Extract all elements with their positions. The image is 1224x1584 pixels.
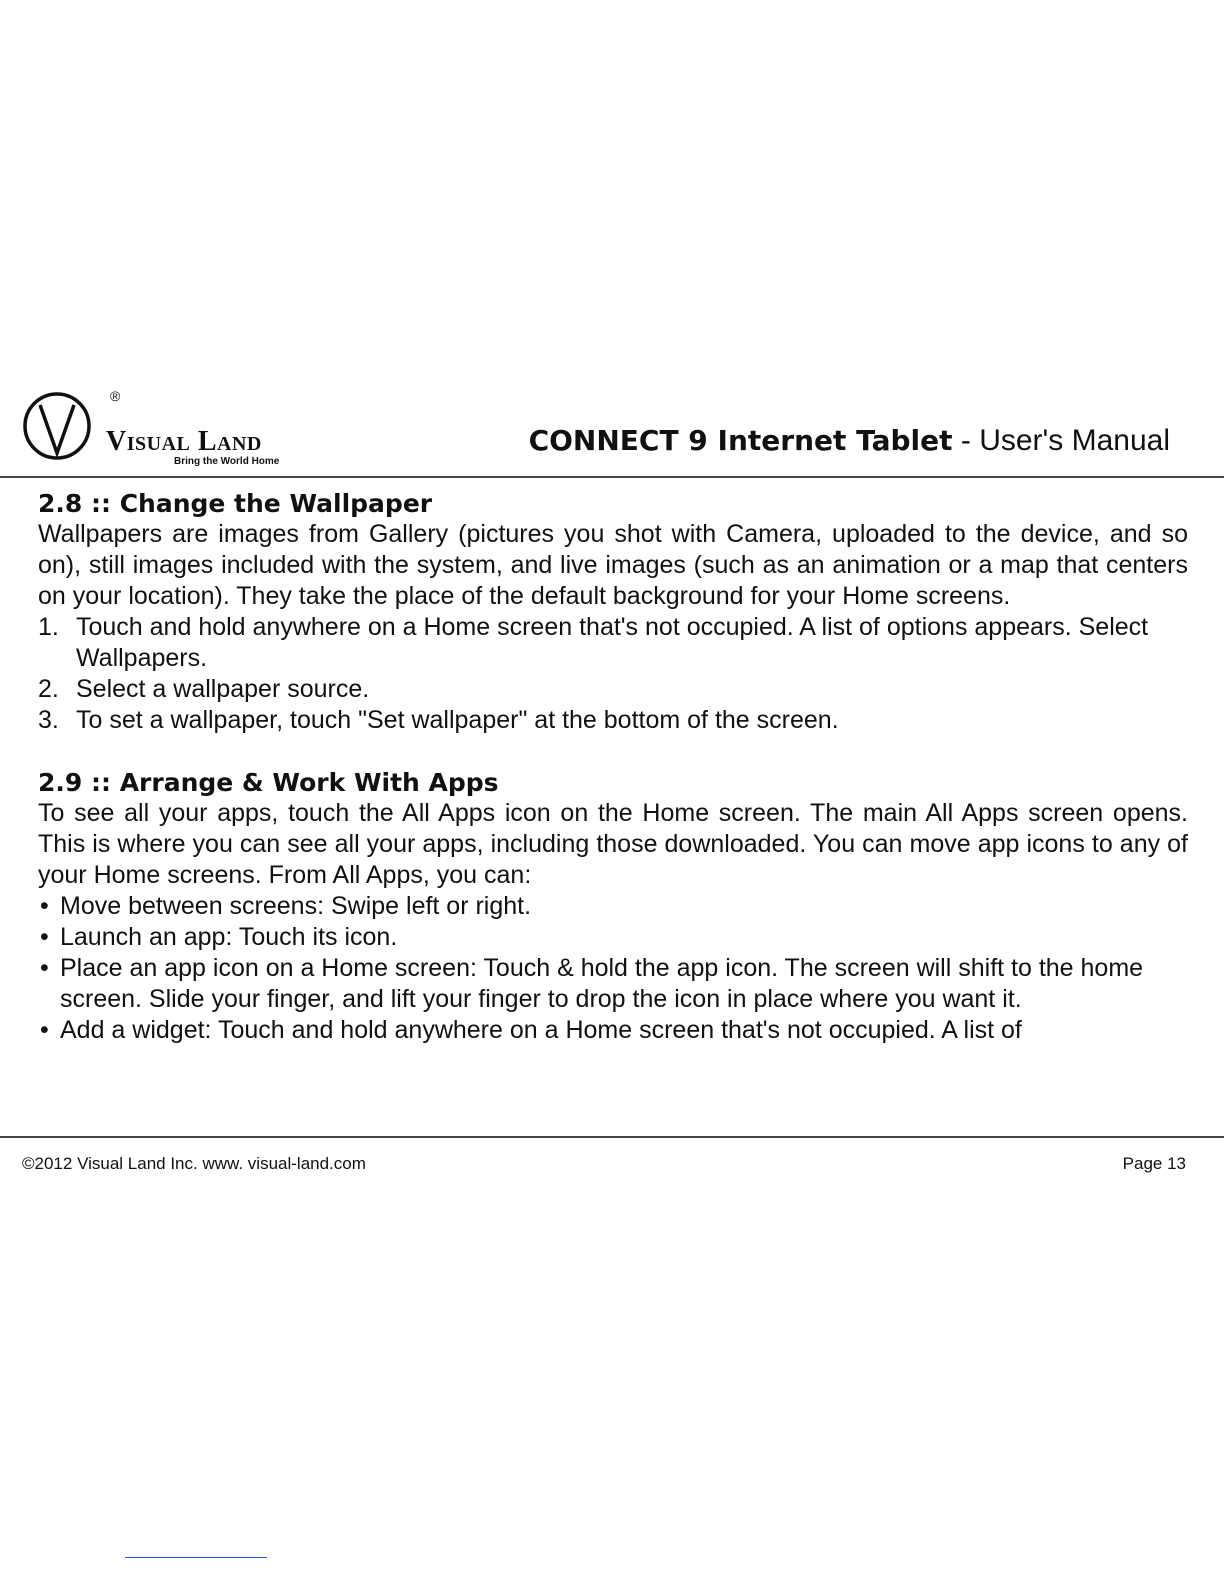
step-number: 3. [38,706,59,734]
step-text: To set a wallpaper, touch "Set wallpaper" at the bottom of the screen. [76,706,839,734]
bullet-text: Place an app icon on a Home screen: Touch & hold the app icon. The screen will shift to the home screen. Slide your finger, and lift your finger to drop the icon in place where you want it. [60,954,1144,1013]
section-2-8-intro: Wallpapers are images from Gallery (pictures you shot with Camera, uploaded to the device, and so on), still images included with the system, and live images (such as an animation or a map that centers on your location). They take the place of the default background for your Home screens. [38,520,1188,610]
document-title [529,424,1170,458]
logo-name: Visual Land [106,426,262,457]
bullet-text: Add a widget: Touch and hold anywhere on a Home screen that's not occupied. A list of [60,1016,1022,1044]
header-divider [0,476,1224,478]
section-2-9-intro: To see all your apps, touch the All Apps icon on the Home screen. The main All Apps screen opens. This is where you can see all your apps, including those downloaded. You can move app icons to any of your Home screens. From All Apps, you can: [38,799,1188,889]
footer-copyright: ©2012 Visual Land Inc. www. visual-land.com [22,1154,366,1173]
list-item [38,705,1188,736]
document-suffix: - User's Manual [952,424,1170,457]
list-item [38,891,1188,922]
bullet-icon: • [40,1016,49,1044]
step-text: Select a wallpaper source. [76,675,370,703]
bullet-text: Launch an app: Touch its icon. [60,923,398,951]
product-title: CONNECT 9 Internet Tablet [528,424,953,457]
bullet-icon: • [40,923,49,951]
wallpaper-steps [38,612,1188,736]
list-item [38,922,1188,953]
step-number: 2. [38,675,59,703]
app-actions-list [38,891,1188,1046]
link-underline[interactable] [125,1557,267,1558]
bullet-icon: • [40,892,49,920]
list-item [38,674,1188,705]
page-number: Page 13 [1122,1154,1186,1173]
list-item [38,1015,1188,1046]
page-content [38,488,1188,1046]
step-text: Touch and hold anywhere on a Home screen that's not occupied. A list of options appears. Select Wallpapers. [76,613,1149,672]
brand-logo [18,384,318,474]
registered-mark: ® [110,388,121,404]
step-number: 1. [38,613,59,641]
bullet-icon: • [40,954,49,982]
bullet-text: Move between screens: Swipe left or right. [60,892,532,920]
section-title-2-8: 2.8 :: Change the Wallpaper [38,489,433,518]
section-title-2-9: 2.9 :: Arrange & Work With Apps [38,768,499,797]
footer-divider [0,1136,1224,1138]
list-item [38,953,1188,1015]
logo-tagline: Bring the World Home [174,456,280,467]
visual-land-logo-icon [22,391,92,461]
list-item [38,612,1188,674]
